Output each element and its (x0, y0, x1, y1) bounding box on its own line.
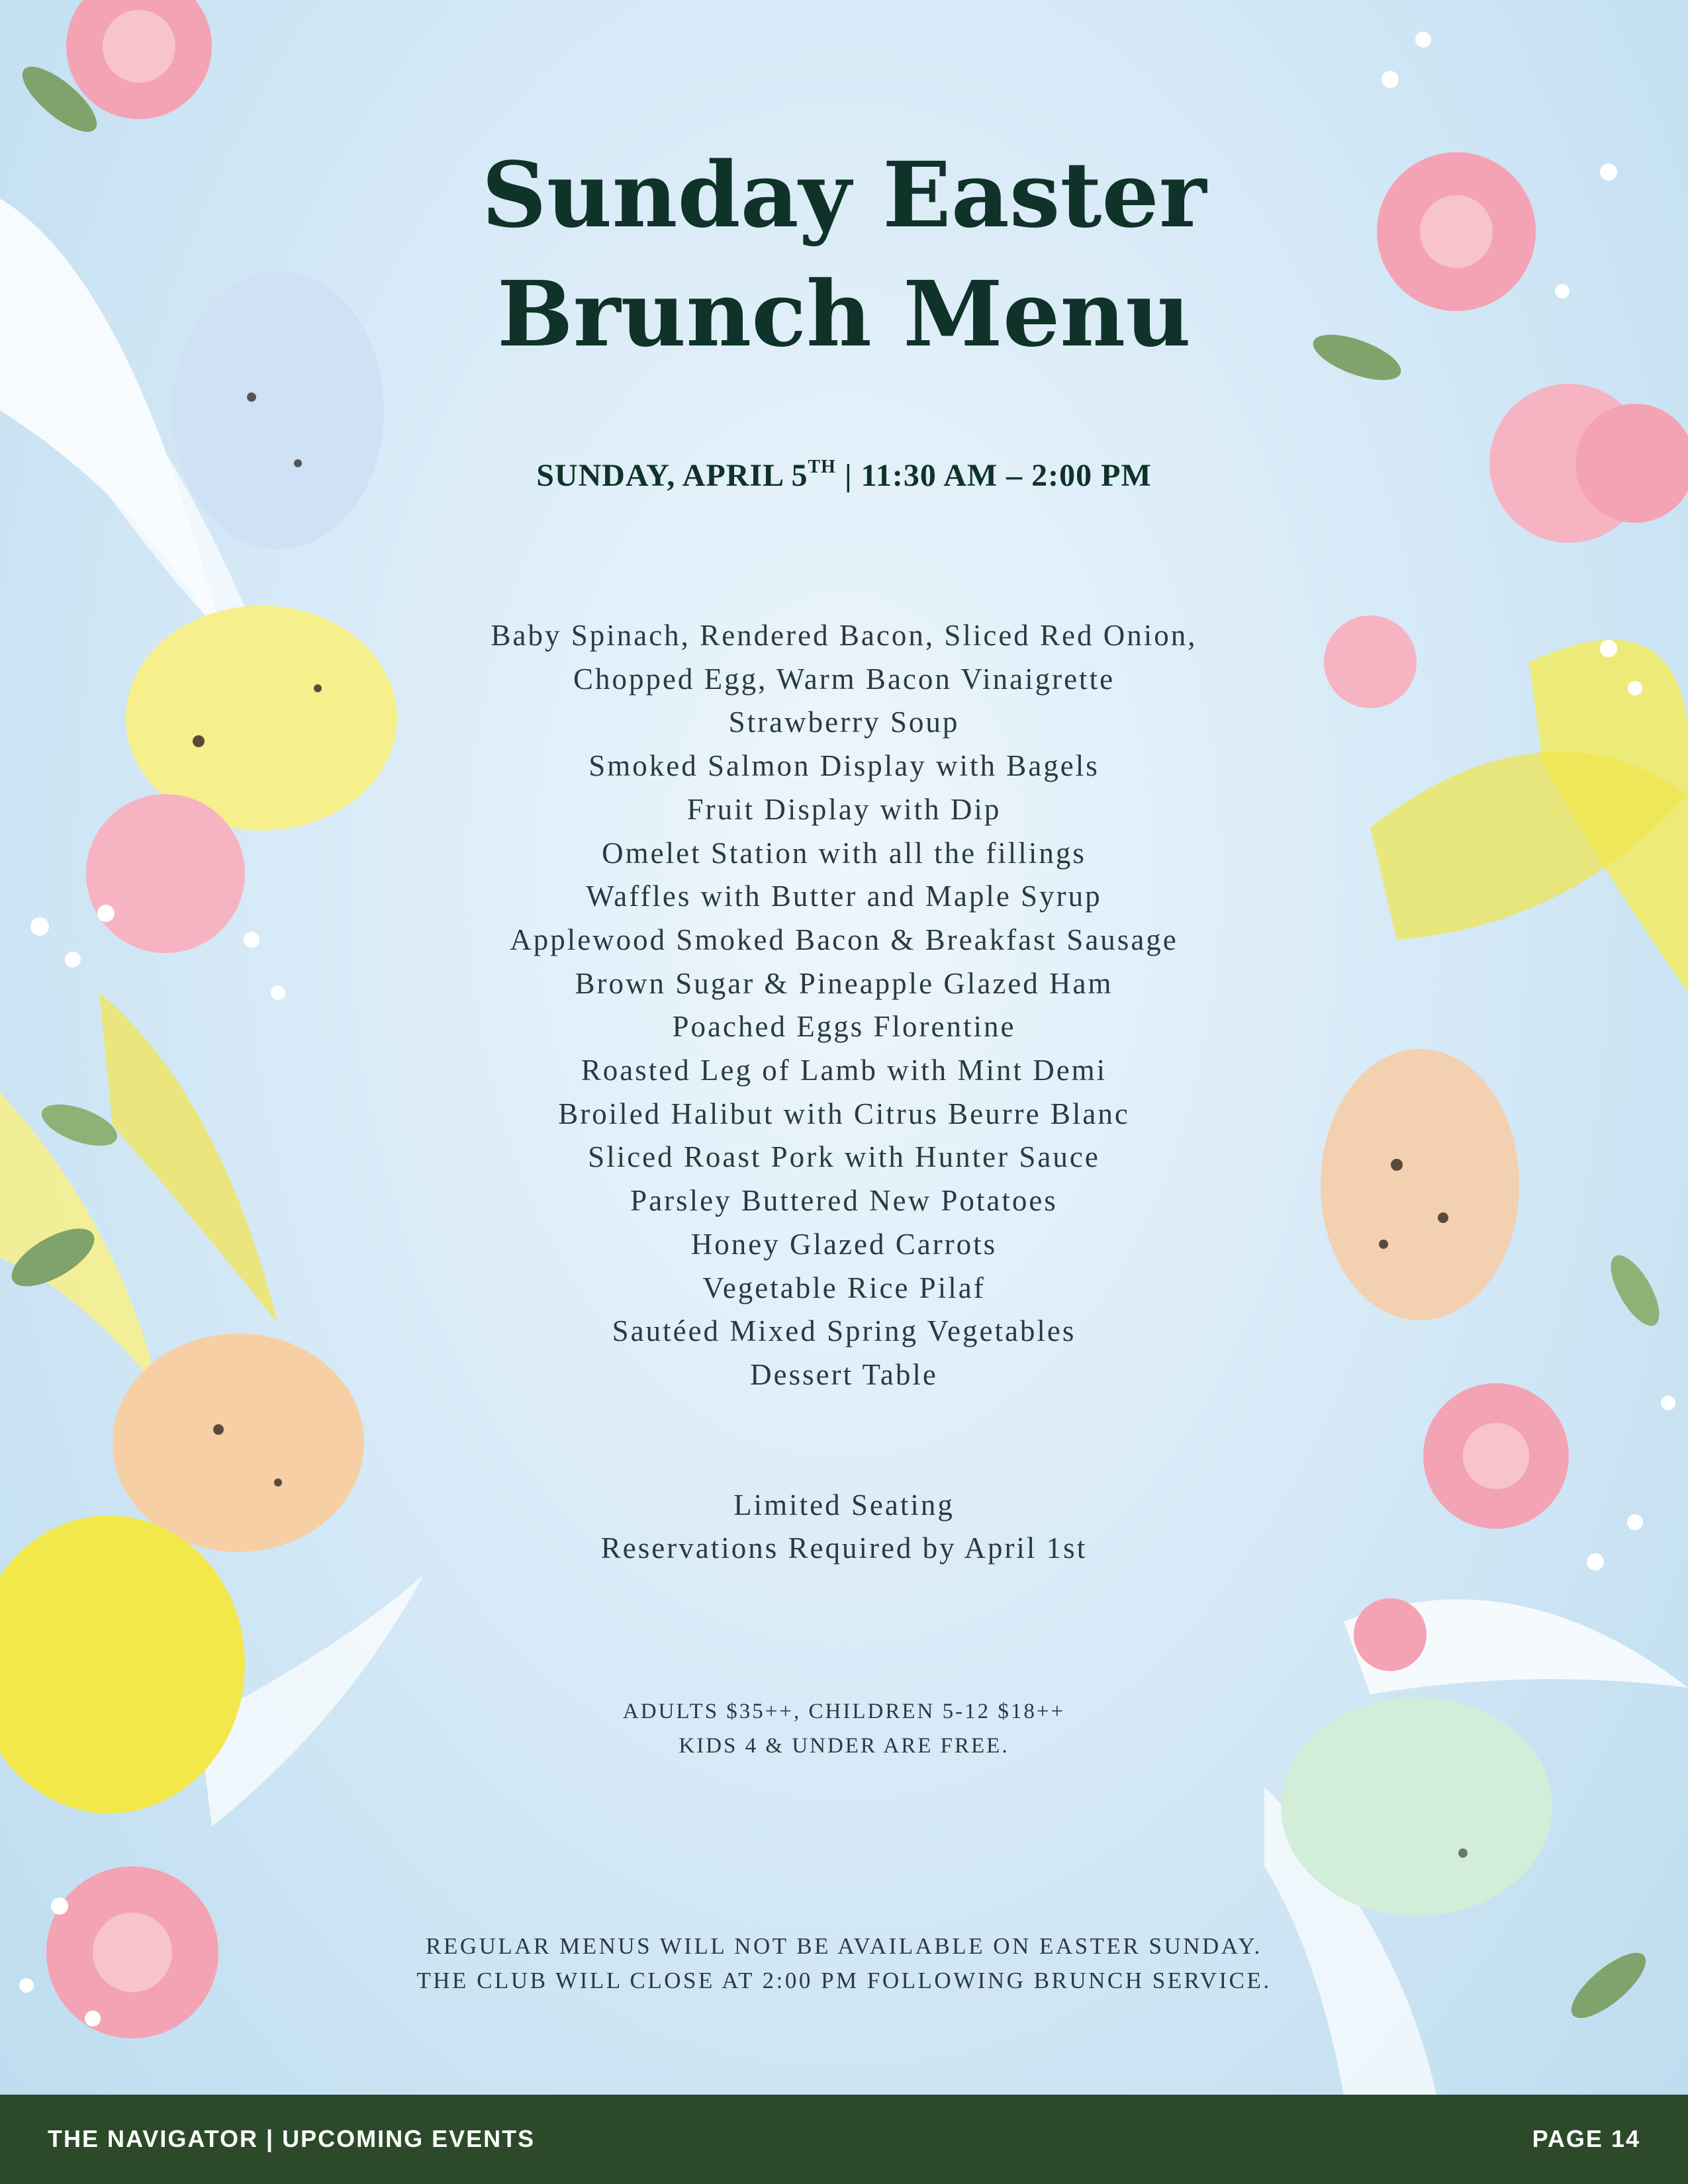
menu-item: Applewood Smoked Bacon & Breakfast Sausage (510, 923, 1178, 956)
policy-line: REGULAR MENUS WILL NOT BE AVAILABLE ON EASTER SUNDAY. (426, 1933, 1262, 1959)
price-line: KIDS 4 & UNDER ARE FREE. (679, 1734, 1009, 1758)
event-date-ordinal: TH (808, 457, 836, 477)
menu-item: Poached Eggs Florentine (672, 1010, 1016, 1044)
menu-item: Sautéed Mixed Spring Vegetables (612, 1314, 1076, 1348)
menu-item: Chopped Egg, Warm Bacon Vinaigrette (573, 662, 1115, 696)
menu-item: Honey Glazed Carrots (690, 1227, 998, 1261)
menu-item: Fruit Display with Dip (686, 792, 1002, 826)
menu-items (424, 614, 1264, 1397)
menu-item: Brown Sugar & Pineapple Glazed Ham (575, 966, 1113, 1000)
menu-item: Waffles with Butter and Maple Syrup (586, 880, 1102, 913)
floral-border-left (0, 0, 424, 2095)
page-number: PAGE 14 (1532, 2125, 1640, 2152)
reservation-note: Reservations Required by April 1st (600, 1531, 1088, 1565)
menu-item: Broiled Halibut with Citrus Beurre Blanc (558, 1097, 1130, 1130)
footer-section-label: THE NAVIGATOR | UPCOMING EVENTS (48, 2125, 536, 2152)
price-line: ADULTS $35++, CHILDREN 5-12 $18++ (622, 1700, 1066, 1723)
pricing-info (424, 1694, 1264, 1763)
menu-item: Parsley Buttered New Potatoes (630, 1184, 1058, 1218)
service-policy (344, 1929, 1344, 1998)
easter-decor-left-illustration (0, 0, 424, 2095)
floral-border-right (1264, 0, 1688, 2095)
menu-item: Baby Spinach, Rendered Bacon, Sliced Red Onion, (491, 619, 1197, 652)
menu-item: Strawberry Soup (728, 705, 960, 739)
menu-item: Omelet Station with all the fillings (602, 836, 1086, 870)
event-date: SUNDAY, APRIL 5 (536, 458, 808, 493)
menu-item: Roasted Leg of Lamb with Mint Demi (581, 1054, 1107, 1087)
menu-item: Smoked Salmon Display with Bagels (588, 749, 1100, 783)
title-line-1: Sunday Easter (481, 142, 1207, 248)
easter-decor-right-illustration (1264, 0, 1688, 2095)
limited-seating-note: Limited Seating (733, 1488, 955, 1522)
date-time-separator: | (844, 458, 853, 493)
policy-line: THE CLUB WILL CLOSE AT 2:00 PM FOLLOWING BRUNCH SERVICE. (416, 1968, 1272, 1993)
menu-item: Sliced Roast Pork with Hunter Sauce (588, 1140, 1100, 1174)
menu-item: Dessert Table (750, 1357, 938, 1391)
page-footer (0, 2095, 1688, 2184)
title-line-2: Brunch Menu (496, 261, 1192, 367)
page-title (424, 136, 1264, 374)
menu-item: Vegetable Rice Pilaf (702, 1271, 986, 1304)
event-date-time (424, 457, 1264, 494)
event-time: 11:30 AM – 2:00 PM (861, 458, 1152, 493)
seating-notes (424, 1484, 1264, 1570)
